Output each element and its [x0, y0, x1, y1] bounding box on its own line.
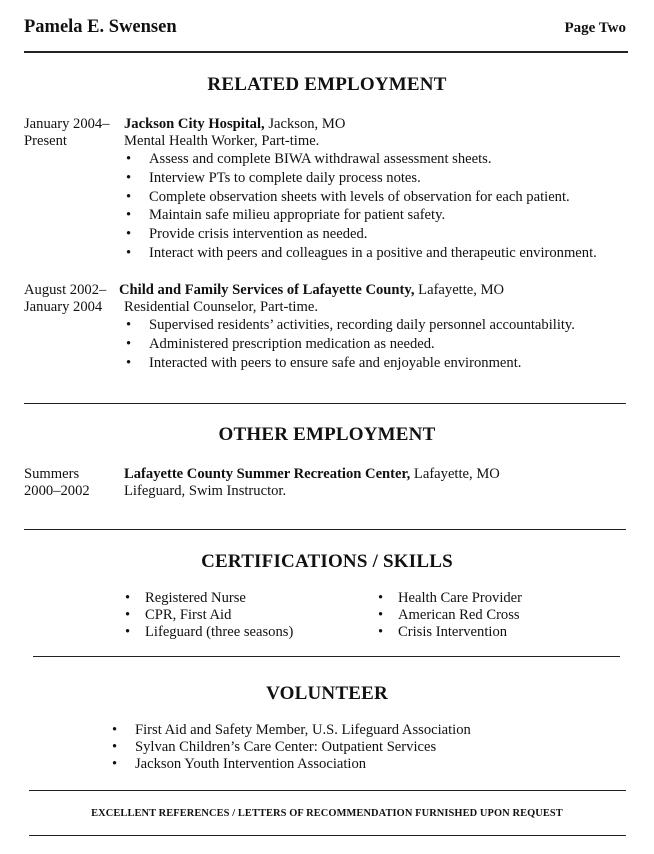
job2-date-end: January 2004 — [24, 299, 103, 315]
list-item: • Interact with peers and colleagues in a positive and therapeutic environment. — [124, 244, 597, 263]
list-item: • Interacted with peers to ensure safe and enjoyable environment. — [124, 354, 575, 373]
certifications-right — [376, 590, 522, 642]
list-item: • Maintain safe milieu appropriate for patient safety. — [124, 206, 597, 225]
job2-duties — [124, 316, 575, 372]
other-role: Lifeguard, Swim Instructor. — [124, 483, 287, 499]
volunteer-heading: VOLUNTEER — [266, 683, 388, 704]
job1-date-start: January 2004– — [24, 116, 110, 132]
header-divider — [24, 51, 628, 53]
list-item: • Provide crisis intervention as needed. — [124, 225, 597, 244]
job2-date-start: August 2002– — [24, 282, 107, 298]
list-item: • Crisis Intervention — [376, 624, 522, 641]
section-divider — [24, 529, 626, 530]
other-employer-line — [124, 465, 500, 483]
other-employer: Lafayette County Summer Recreation Center, — [124, 466, 411, 482]
footer-divider — [29, 835, 626, 836]
job2-employer-line — [119, 281, 504, 299]
list-item: • CPR, First Aid — [123, 607, 293, 624]
certifications-heading: CERTIFICATIONS / SKILLS — [201, 551, 453, 572]
resume-name: Pamela E. Swensen — [24, 17, 177, 37]
references-note: EXCELLENT REFERENCES / LETTERS OF RECOMMENDATION FURNISHED UPON REQUEST — [91, 808, 563, 819]
section-divider — [24, 403, 626, 404]
other-date-end: 2000–2002 — [24, 483, 90, 499]
other-location: Lafayette, MO — [410, 466, 500, 482]
list-item: • Sylvan Children’s Care Center: Outpatient Services — [110, 739, 471, 756]
job2-location: Lafayette, MO — [414, 282, 505, 298]
certifications-left — [123, 590, 293, 642]
list-item: • Lifeguard (three seasons) — [123, 624, 293, 641]
list-item: • Health Care Provider — [376, 590, 522, 607]
job2-employer: Child and Family Services of Lafayette County, — [119, 282, 415, 298]
job2-role: Residential Counselor, Part-time. — [124, 299, 318, 315]
list-item: • Jackson Youth Intervention Association — [110, 756, 471, 773]
list-item: • Assess and complete BIWA withdrawal assessment sheets. — [124, 150, 597, 169]
list-item: • Interview PTs to complete daily process notes. — [124, 169, 597, 188]
job1-location: Jackson, MO — [264, 116, 346, 132]
page-label: Page Two — [564, 20, 626, 36]
list-item: • American Red Cross — [376, 607, 522, 624]
job1-role: Mental Health Worker, Part-time. — [124, 133, 320, 149]
section-divider — [29, 790, 626, 791]
other-date-start: Summers — [24, 466, 80, 482]
list-item: • Registered Nurse — [123, 590, 293, 607]
job1-date-end: Present — [24, 133, 67, 149]
job1-employer: Jackson City Hospital, — [124, 116, 265, 132]
list-item: • Complete observation sheets with levels of observation for each patient. — [124, 188, 597, 207]
job1-employer-line — [124, 115, 345, 133]
section-divider — [33, 656, 620, 657]
job1-duties — [124, 150, 597, 263]
other-employment-heading: OTHER EMPLOYMENT — [218, 424, 436, 445]
list-item: • First Aid and Safety Member, U.S. Lifeguard Association — [110, 722, 471, 739]
list-item: • Supervised residents’ activities, recording daily personnel accountability. — [124, 316, 575, 335]
volunteer-list — [110, 722, 471, 774]
list-item: • Administered prescription medication as needed. — [124, 335, 575, 354]
related-employment-heading: RELATED EMPLOYMENT — [207, 74, 447, 95]
